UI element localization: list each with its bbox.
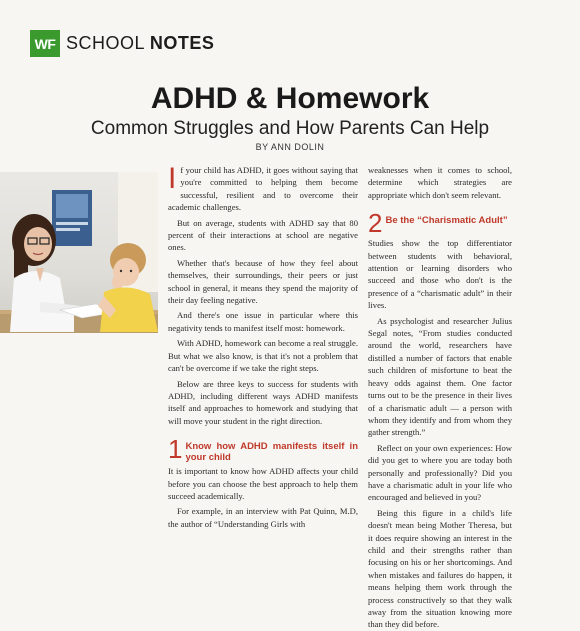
paragraph: Whether that's because of how they feel about themselves, their surroundings, their peers or just school in general, it means they spend the majority of their day feeling negative.	[168, 257, 358, 306]
article-subtitle: Common Struggles and How Parents Can Help	[90, 118, 490, 139]
paragraph: As psychologist and researcher Julius Segal notes, “From studies conducted around the world, researchers have distilled a number of factors that enable such children of misfortune to beat the heavy odds against them. One factor turns out to be the presence in their lives of a charismatic adult — a person with whom they identify and from whom they gather strength.”	[368, 315, 512, 438]
paragraph: Reflect on your own experiences: How did you get to where you are today both personally and professionally? Did you have a charismatic adult in your life who encouraged and believed in you?	[368, 442, 512, 503]
article-byline: BY ANN DOLIN	[255, 142, 325, 152]
section-number: 1	[168, 434, 183, 465]
drop-cap: I	[168, 162, 177, 195]
section-name	[66, 33, 214, 54]
article-column-1	[168, 162, 358, 529]
paragraph: Below are three keys to success for students with ADHD, including different ways ADHD manifests itself and approaches to homework and studying that will move your student in the right direction.	[168, 378, 358, 426]
paragraph: And there's one issue in particular where this negativity tends to manifest itself most: homework.	[168, 310, 358, 333]
paragraph: Studies show the top differentiator between students with behavioral, attention or learning disorders who succeed and those who don't is the presence of a “charismatic adult” in their lives.	[368, 238, 512, 311]
section-title: Know how ADHD manifests itself in your child	[185, 441, 358, 464]
section-heading-1	[168, 434, 358, 465]
article-photo	[0, 172, 158, 333]
article-column-2	[368, 164, 512, 630]
article-title: ADHD & Homework	[150, 82, 430, 115]
section-heading-2	[368, 208, 512, 239]
paragraph: For example, in an interview with Pat Quinn, M.D, the author of “Understanding Girls with	[168, 506, 358, 529]
paragraph: With ADHD, homework can become a real struggle. But what we also know, is that it's not a problem that can't be overcome if we take the right steps.	[168, 338, 358, 374]
section-title: Be the “Charismatic Adult”	[385, 215, 508, 227]
section-number: 2	[368, 208, 383, 239]
paragraph: But on average, students with ADHD say that 80 percent of their interactions at school are negative ones.	[168, 217, 358, 253]
paragraph-text: f your child has ADHD, it goes without saying that you're committed to helping them become successful, resilient and to overcome their academic challenges.	[168, 165, 358, 213]
section-prefix: SCHOOL	[66, 33, 150, 53]
paragraph: It is important to know how ADHD affects your child before you can choose the best approach to help them succeed academically.	[168, 466, 358, 501]
paragraph: weaknesses when it comes to school, determine which strategies are appropriate which don't seem relevant.	[368, 165, 512, 200]
paragraph: Being this figure in a child's life doesn't mean being Mother Theresa, but it does require showing an interest in the child and their strengths rather than focusing on his or her shortcomings. And when mistakes and failures do happen, it means helping them work through the process constructively so that they walk away from the situation knowing more than they did before.	[368, 507, 512, 630]
intro-paragraph	[168, 164, 358, 214]
magazine-logo: WF	[30, 30, 60, 57]
section-bold: NOTES	[149, 33, 215, 53]
